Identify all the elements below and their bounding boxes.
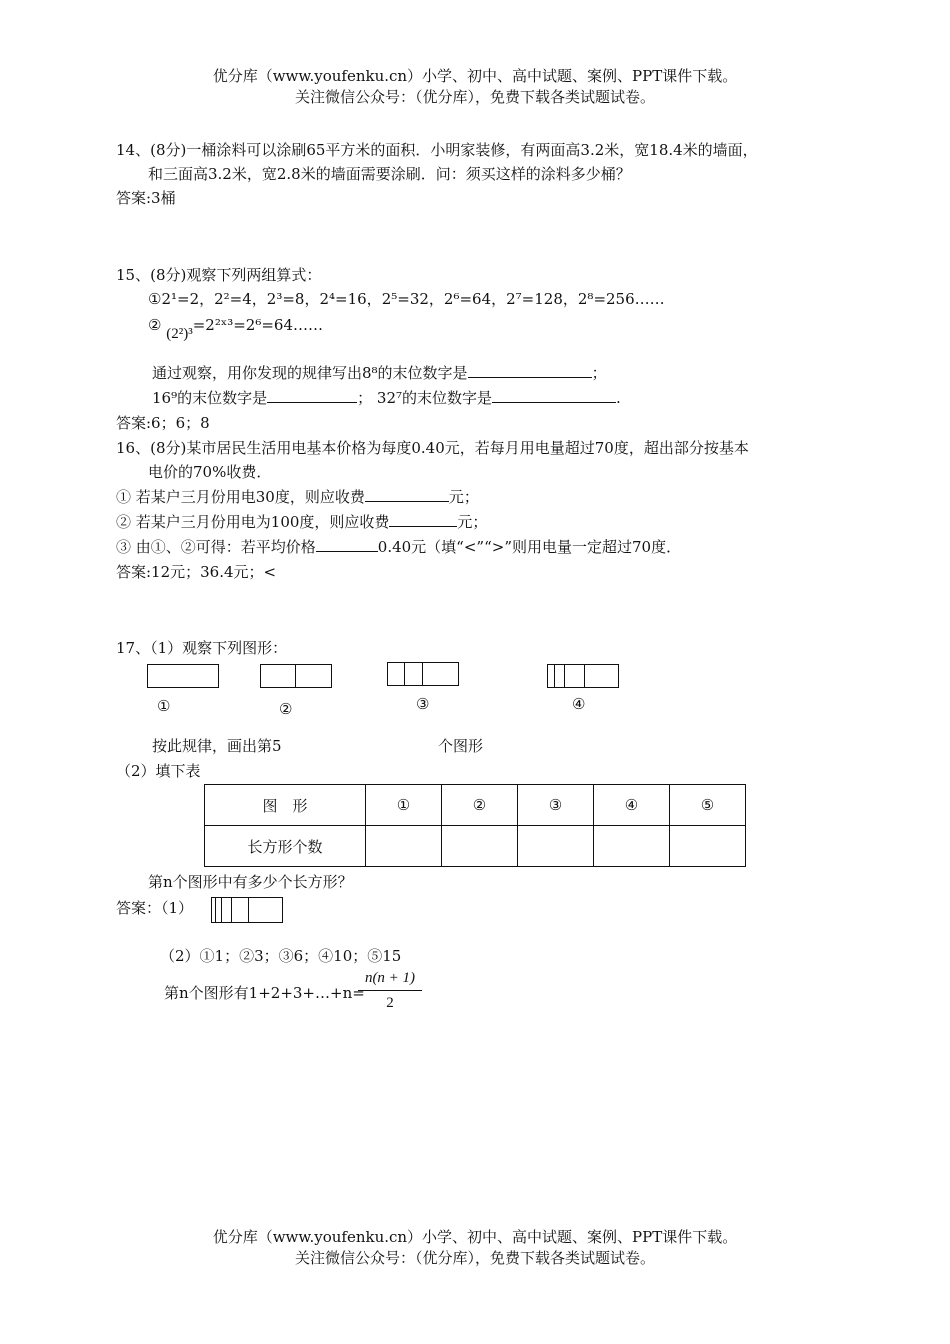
q15-blank-3[interactable] [492,388,616,403]
q15-row1-terms [161,290,664,308]
table-col-5: ⑤ [670,785,746,826]
table-header-figure: 图 形 [205,785,366,826]
table-col-3: ③ [518,785,594,826]
q17-answer-label: 答案：（1） [116,899,194,917]
figure-3 [387,662,459,686]
q17-title: 17、（1）观察下列图形： [116,639,288,657]
q14-line-1: 14、(8分)一桶涂料可以涂刷65平方米的面积．小明家装修，有两面高3.2米，宽18.4米的墙面， [116,141,758,159]
q15-question-b: 32⁷的末位数字是 [376,389,493,407]
table-cell-1[interactable] [366,826,442,867]
q15-row2-expr: (2²)³ [166,326,193,342]
q16-blank-2[interactable] [389,512,457,527]
table-cell-2[interactable] [442,826,518,867]
q14-line-2: 和三面高3.2米，宽2.8米的墙面需要涂刷．问：须买这样的涂料多少桶？ [148,165,631,183]
q15-observe-end: ； [591,364,607,382]
q15-observe [152,363,607,383]
figure-label-3: ③ [416,695,430,713]
figure-4 [547,664,619,688]
footer-line-1: 优分库（www.youfenku.cn）小学、初中、高中试题、案例、PPT课件下载。 [212,1228,738,1246]
q16-line-1: 16、(8分)某市居民生活用电基本价格为每度0.40元，若每月用电量超过70度，超出部分按基本 [116,439,749,457]
q15-term: 2³=8， [266,290,320,308]
q16-item-2 [116,512,487,532]
footer-line-2: 关注微信公众号：（优分库），免费下载各类试题试卷。 [294,1249,655,1267]
table-row [205,826,746,867]
q17-draw-text-b: 个图形 [438,737,484,755]
q16-item3-rest: 0.40元（填“<”“>”则用电量一定超过70度． [377,538,682,556]
q15-row2-rest: =2²ˣ³=2⁶=64…… [192,316,323,334]
q17-question: 第n个图形中有多少个长方形？ [148,873,353,891]
q16-line-2: 电价的70%收费． [148,463,272,481]
q16-item3-text: ③ 由①、②可得：若平均价格 [116,538,316,556]
q15-term: 2²=4， [214,290,267,308]
q16-item-1 [116,487,479,507]
table-header-count: 长方形个数 [205,826,366,867]
table-col-1: ① [366,785,442,826]
table-cell-4[interactable] [594,826,670,867]
table-cell-3[interactable] [518,826,594,867]
q15-term: 2⁵=32， [381,290,444,308]
q15-blank-1[interactable] [468,363,592,378]
q15-term: 2⁸=256…… [577,290,665,308]
fraction-bar [358,990,422,991]
figure-label-4: ④ [572,695,586,713]
q15-question-end: . [616,389,621,407]
q15-question-a: 16⁹的末位数字是 [152,389,268,407]
q15-row2-label: ② [148,316,162,334]
q15-title: 15、(8分)观察下列两组算式： [116,266,322,284]
figure-label-1: ① [157,697,171,715]
q15-blank-2[interactable] [267,388,357,403]
q17-formula-text: 第n个图形有1+2+3+…+n= [164,984,365,1002]
q16-item2-text: ② 若某户三月份用电为100度，则应收费 [116,513,390,531]
fraction-numerator: n(n + 1) [364,970,416,986]
figure-2 [260,664,332,688]
q17-answer-2: （2）①1；②3；③6；④10；⑤15 [160,947,402,965]
figure-label-2: ② [279,700,293,718]
q15-term: 2¹=2， [161,290,215,308]
table-cell-5[interactable] [670,826,746,867]
q15-term: 2⁷=128， [506,290,578,308]
table-col-4: ④ [594,785,670,826]
q15-question-sep: ； [357,389,373,407]
header-line-1: 优分库（www.youfenku.cn）小学、初中、高中试题、案例、PPT课件下载。 [212,67,738,85]
q17-part-2: （2）填下表 [116,762,201,780]
figure-1 [147,664,219,688]
header-line-2: 关注微信公众号：（优分库），免费下载各类试题试卷。 [294,88,655,106]
q16-item2-unit: 元； [457,513,488,531]
q15-row-2 [148,315,323,342]
q15-term: 2⁴=16， [319,290,382,308]
q17-draw-text-a: 按此规律，画出第5 [152,737,282,755]
q16-item1-unit: 元； [448,488,479,506]
q14-answer: 答案:3桶 [116,189,176,207]
table-col-2: ② [442,785,518,826]
q15-term: 2⁶=64， [443,290,507,308]
q15-row-1 [148,289,665,309]
q16-blank-1[interactable] [365,487,449,502]
q15-questions [152,388,621,408]
q15-row1-label: ① [148,290,162,308]
fraction-denominator: 2 [386,995,394,1011]
q15-answer: 答案:6；6；8 [116,414,210,432]
q15-observe-text: 通过观察，用你发现的规律写出8⁸的末位数字是 [152,364,468,382]
rectangle-count-table [204,784,746,867]
figure-5-answer [211,897,283,923]
q16-answer: 答案:12元；36.4元；< [116,563,277,581]
q16-item1-text: ① 若某户三月份用电30度，则应收费 [116,488,365,506]
table-row [205,785,746,826]
q17-formula-fraction [358,968,422,1013]
q16-blank-3[interactable] [316,537,378,552]
q16-item-3 [116,537,681,557]
